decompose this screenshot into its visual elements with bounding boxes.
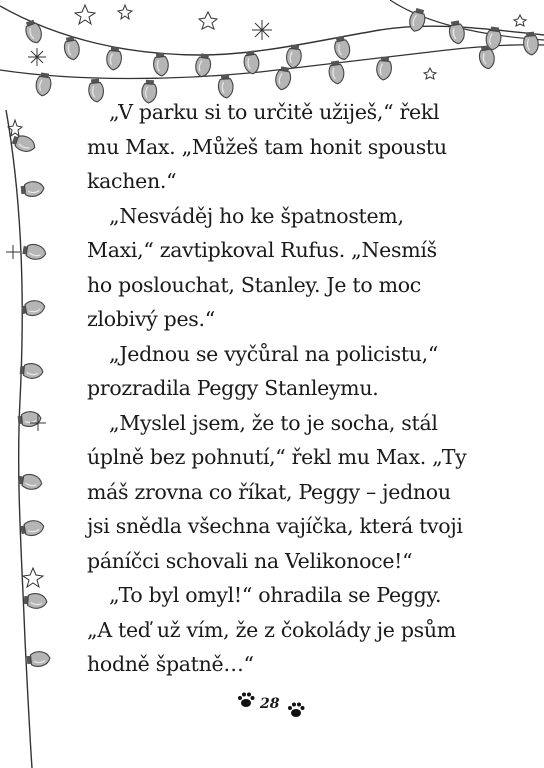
text-line: „V parku si to určitě užiješ,“ řekl — [109, 100, 440, 124]
paw-print-icon — [236, 690, 256, 710]
text-line: „A teď už vím, že z čokolády je psům — [87, 617, 456, 642]
text-line: „Jednou se vyčůral na policistu,“ — [109, 341, 439, 366]
page-footer — [236, 690, 308, 720]
text-line: Maxi,“ zavtipkoval Rufus. „Nesmíš — [87, 238, 437, 262]
story-text — [87, 95, 467, 682]
text-line: zlobivý pes.“ — [87, 307, 215, 331]
text-line: „To byl omyl!“ ohradila se Peggy. — [109, 583, 442, 607]
text-line: „Myslel jsem, že to je socha, stál — [109, 410, 438, 435]
paw-print-icon — [286, 700, 306, 720]
text-line: hodně špatně…“ — [87, 652, 254, 676]
text-line: jsi snědla všechna vajíčka, která tvoji — [87, 514, 463, 538]
text-line: mu Max. „Můžeš tam honit spoustu — [87, 134, 447, 159]
text-line: máš zrovna co říkat, Peggy – jednou — [87, 479, 451, 504]
text-line: úplně bez pohnutí,“ řekl mu Max. „Ty — [87, 445, 467, 469]
page-number: 28 — [260, 696, 280, 712]
text-line: kachen.“ — [87, 169, 177, 193]
text-line: ho poslouchat, Stanley. Je to moc — [87, 272, 421, 297]
top-light-wire-lower — [0, 45, 544, 79]
text-line: páníčci schovali na Velikonoce!“ — [87, 548, 413, 573]
left-light-wire — [6, 110, 32, 768]
text-line: prozradila Peggy Stanleymu. — [87, 376, 379, 400]
text-line: „Nesváděj ho ke špatnostem, — [109, 203, 404, 228]
